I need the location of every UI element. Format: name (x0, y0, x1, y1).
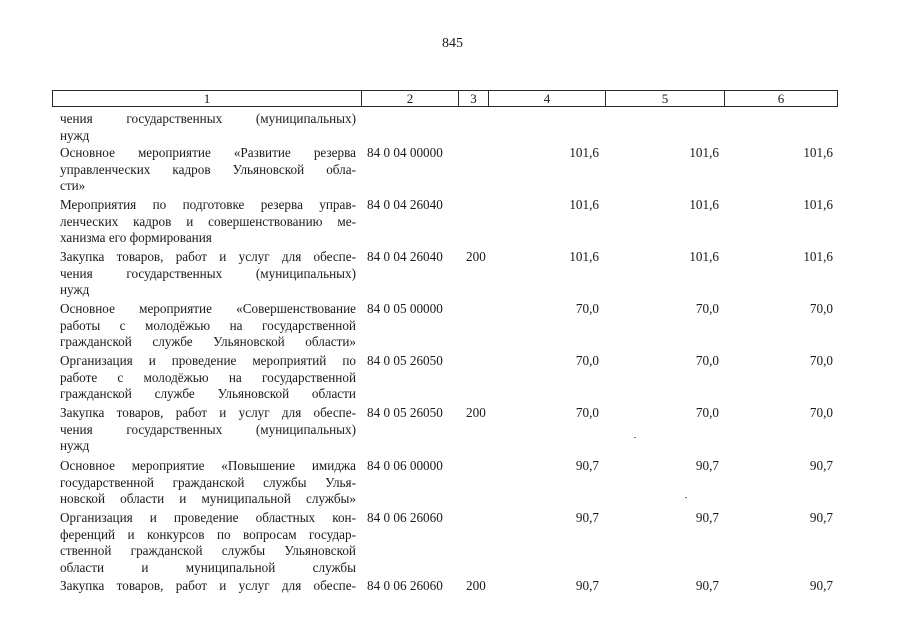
value-col-4: 70,0 (575, 353, 599, 368)
target-code: 84 0 06 00000 (367, 458, 443, 473)
description-line: нужд (60, 438, 90, 454)
value-col-6: 70,0 (809, 353, 833, 368)
value-col-5: 70,0 (695, 301, 719, 316)
row-description (60, 197, 356, 247)
target-code: 84 0 05 26050 (367, 353, 443, 368)
value-col-4: 70,0 (575, 405, 599, 420)
value-col-4: 101,6 (569, 197, 599, 212)
description-line: гражданской службе Ульяновской области» (60, 334, 356, 350)
value-col-6: 90,7 (809, 578, 833, 593)
value-col-4: 90,7 (575, 578, 599, 593)
row-description (60, 301, 356, 351)
description-line: работы с молодёжью на государственной (60, 317, 356, 333)
header-col-4: 4 (489, 91, 606, 106)
value-col-6: 90,7 (809, 510, 833, 525)
value-col-6: 90,7 (809, 458, 833, 473)
header-col-1: 1 (53, 91, 362, 106)
description-line: новской области и муниципальной службы» (60, 491, 356, 507)
row-description (60, 353, 356, 403)
description-line: ленческих кадров и совершенствованию ме- (60, 213, 356, 229)
description-line: Закупка товаров, работ и услуг для обеспе- (60, 578, 356, 593)
target-code: 84 0 04 26040 (367, 249, 443, 264)
value-col-5: 90,7 (695, 510, 719, 525)
expense-type: 200 (466, 249, 486, 264)
expense-type: 200 (466, 578, 486, 593)
description-line: Организация и проведение областных кон- (60, 510, 356, 525)
description-line: чения государственных (муниципальных) (60, 265, 356, 281)
description-line: чения государственных (муниципальных) (60, 111, 356, 126)
value-col-5: 90,7 (695, 578, 719, 593)
expense-type: 200 (466, 405, 486, 420)
description-line: сти» (60, 178, 86, 194)
description-line: Основное мероприятие «Совершенствование (60, 301, 356, 316)
header-col-3: 3 (459, 91, 489, 106)
value-col-5: 101,6 (689, 145, 719, 160)
header-col-6: 6 (777, 91, 785, 106)
description-line: работе с молодёжью на государственной (60, 369, 356, 385)
row-description (60, 458, 356, 508)
value-col-6: 101,6 (803, 197, 833, 212)
row-description (60, 111, 356, 144)
description-line: нужд (60, 127, 90, 143)
description-line: чения государственных (муниципальных) (60, 421, 356, 437)
page-number: 845 (442, 36, 463, 51)
table-header-row (52, 90, 838, 107)
description-line: управленческих кадров Ульяновской обла- (60, 161, 356, 177)
target-code: 84 0 04 26040 (367, 197, 443, 212)
description-line: гражданской службе Ульяновской области (60, 386, 356, 402)
value-col-6: 101,6 (803, 145, 833, 160)
value-col-6: 101,6 (803, 249, 833, 264)
scan-speck (685, 497, 687, 498)
description-line: нужд (60, 282, 90, 298)
description-line: Основное мероприятие «Развитие резерва (60, 145, 356, 160)
header-col-2: 2 (362, 91, 459, 106)
description-line: Закупка товаров, работ и услуг для обеспе- (60, 405, 356, 420)
description-line: Основное мероприятие «Повышение имиджа (60, 458, 356, 473)
target-code: 84 0 06 26060 (367, 510, 443, 525)
target-code: 84 0 05 26050 (367, 405, 443, 420)
row-description (60, 578, 356, 595)
description-line: Мероприятия по подготовке резерва управ- (60, 197, 356, 212)
value-col-5: 70,0 (695, 405, 719, 420)
row-description (60, 145, 356, 195)
description-line: ханизма его формирования (60, 230, 212, 246)
value-col-6: 70,0 (809, 405, 833, 420)
scan-speck (634, 437, 636, 438)
value-col-4: 70,0 (575, 301, 599, 316)
row-description (60, 510, 356, 576)
target-code: 84 0 05 00000 (367, 301, 443, 316)
description-line: области и муниципальной службы (60, 559, 356, 575)
value-col-4: 90,7 (575, 458, 599, 473)
target-code: 84 0 04 00000 (367, 145, 443, 160)
row-description (60, 405, 356, 455)
value-col-4: 101,6 (569, 145, 599, 160)
description-line: государственной гражданской службы Улья- (60, 474, 356, 490)
value-col-5: 70,0 (695, 353, 719, 368)
value-col-5: 101,6 (689, 249, 719, 264)
description-line: Организация и проведение мероприятий по (60, 353, 356, 368)
value-col-5: 90,7 (695, 458, 719, 473)
value-col-5: 101,6 (689, 197, 719, 212)
value-col-6: 70,0 (809, 301, 833, 316)
description-line: ственной гражданской службы Ульяновской (60, 543, 356, 559)
value-col-4: 101,6 (569, 249, 599, 264)
description-line: ференций и конкурсов по вопросам государ- (60, 526, 356, 542)
description-line: Закупка товаров, работ и услуг для обеспе- (60, 249, 356, 264)
target-code: 84 0 06 26060 (367, 578, 443, 593)
header-col-5: 5 (606, 91, 725, 106)
row-description (60, 249, 356, 299)
value-col-4: 90,7 (575, 510, 599, 525)
